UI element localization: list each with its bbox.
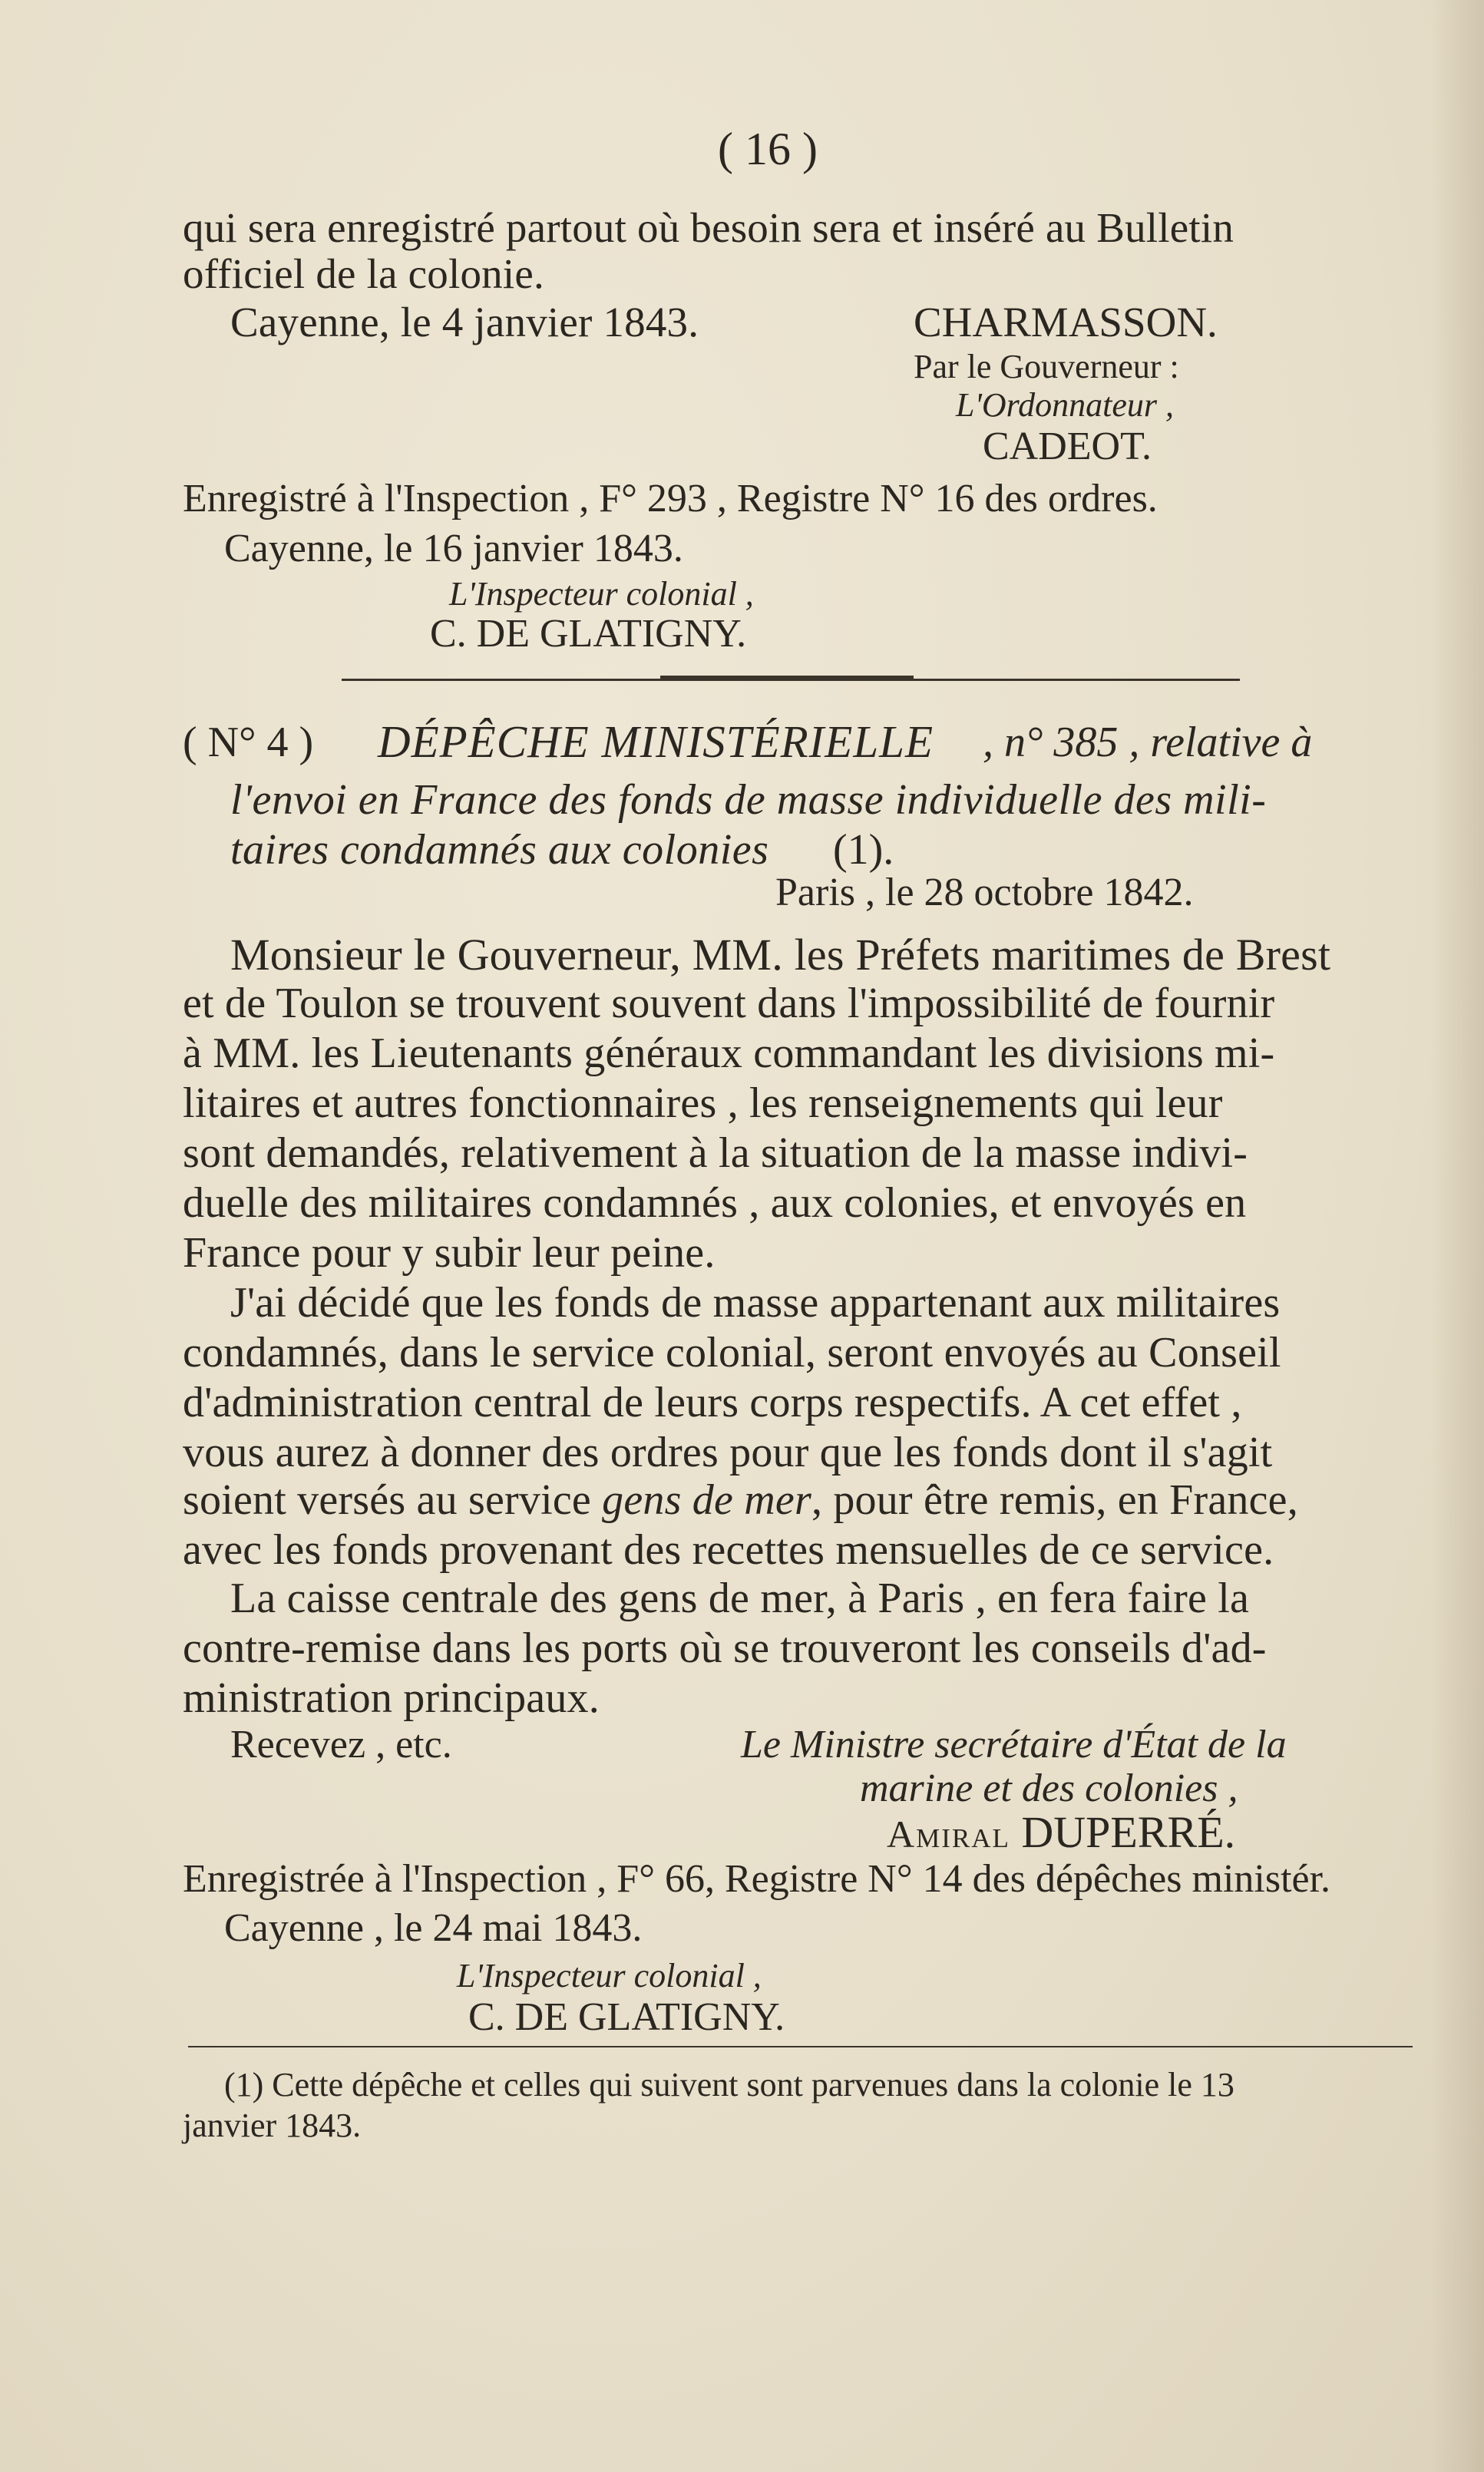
decree-text-line-2: officiel de la colonie. — [183, 250, 544, 297]
paragraph-1-line-6: duelle des militaires condamnés , aux colonies, et envoyés en — [183, 1179, 1247, 1227]
paragraph-1-line-4: litaires et autres fonctionnaires , les renseignements qui leur — [183, 1079, 1223, 1127]
footnote-divider — [188, 2046, 1413, 2047]
dispatch-inspector-name: C. DE GLATIGNY. — [468, 1995, 785, 2039]
paragraph-1-line-7: France pour y subir leur peine. — [183, 1229, 716, 1277]
paragraph-2-line-3: d'administration central de leurs corps respectifs. A cet effet , — [183, 1379, 1242, 1426]
dispatch-registration-date: Cayenne , le 24 mai 1843. — [224, 1906, 643, 1950]
footnote-line-2: janvier 1843. — [183, 2107, 362, 2144]
paragraph-2-line-2: condamnés, dans le service colonial, seront envoyés au Conseil — [183, 1329, 1281, 1376]
decree-date: Cayenne, le 4 janvier 1843. — [230, 299, 699, 345]
paragraph-2-line-5-end: , pour être remis, en France, — [811, 1476, 1298, 1524]
dispatch-registration: Enregistrée à l'Inspection , F° 66, Registre N° 14 des dépêches ministér. — [183, 1857, 1331, 1901]
minister-signature — [887, 1806, 1235, 1858]
footnote-line-1: (1) Cette dépêche et celles qui suivent sont parvenues dans la colonie le 13 — [224, 2066, 1234, 2104]
gens-de-mer-term: gens de mer — [602, 1476, 811, 1524]
paragraph-2-line-4: vous aurez à donner des ordres pour que les fonds dont il s'agit — [183, 1429, 1273, 1476]
page-edge-shadow — [1430, 0, 1484, 2472]
dispatch-subject-line-1: l'envoi en France des fonds de masse individuelle des mili- — [230, 776, 1267, 824]
paragraph-1-line-3: à MM. les Lieutenants généraux commandant les divisions mi- — [183, 1029, 1275, 1077]
minister-title-line-2: marine et des colonies , — [860, 1766, 1238, 1810]
section-divider-ornament — [660, 676, 914, 680]
dispatch-reference: , n° 385 , relative à — [983, 719, 1313, 766]
minister-name: DUPERRÉ. — [1021, 1807, 1236, 1857]
decree-by-line: Par le Gouverneur : — [914, 348, 1179, 385]
paragraph-2-line-5 — [183, 1476, 1298, 1525]
paragraph-1-line-1: Monsieur le Gouverneur, MM. les Préfets maritimes de Brest — [230, 930, 1331, 980]
paragraph-3-line-1: La caisse centrale des gens de mer, à Paris , en fera faire la — [230, 1575, 1250, 1622]
dispatch-subject-line-2: taires condamnés aux colonies — [230, 826, 769, 874]
decree-inspector-title: L'Inspecteur colonial , — [449, 575, 754, 613]
decree-registration-date: Cayenne, le 16 janvier 1843. — [224, 527, 683, 570]
paragraph-2-line-6: avec les fonds provenant des recettes mensuelles de ce service. — [183, 1526, 1274, 1574]
ordonnateur-title: L'Ordonnateur , — [956, 386, 1175, 424]
ordonnateur-name: CADEOT. — [983, 425, 1152, 468]
decree-signatory: CHARMASSON. — [914, 299, 1218, 345]
dispatch-inspector-title: L'Inspecteur colonial , — [457, 1957, 762, 1994]
footnote-reference: (1). — [833, 826, 894, 874]
minister-rank: Amiral — [887, 1813, 1010, 1856]
decree-registration: Enregistré à l'Inspection , F° 293 , Registre N° 16 des ordres. — [183, 477, 1158, 521]
decree-text-line-1: qui sera enregistré partout où besoin sera et inséré au Bulletin — [183, 204, 1234, 251]
dispatch-heading: DÉPÊCHE MINISTÉRIELLE — [378, 716, 934, 767]
page-number: ( 16 ) — [718, 124, 818, 174]
paragraph-3-line-2: contre-remise dans les ports où se trouveront les conseils d'ad- — [183, 1624, 1267, 1672]
paragraph-3-line-3: ministration principaux. — [183, 1674, 600, 1722]
paragraph-1-line-5: sont demandés, relativement à la situation de la masse indivi- — [183, 1129, 1248, 1177]
decree-inspector-name: C. DE GLATIGNY. — [430, 612, 747, 656]
dispatch-place-date: Paris , le 28 octobre 1842. — [775, 871, 1194, 914]
paragraph-2-line-1: J'ai décidé que les fonds de masse appartenant aux militaires — [230, 1279, 1281, 1327]
dispatch-number: ( N° 4 ) — [183, 719, 314, 766]
paragraph-2-line-5-start: soient versés au service — [183, 1476, 591, 1524]
paragraph-1-line-2: et de Toulon se trouvent souvent dans l'impossibilité de fournir — [183, 980, 1275, 1027]
minister-title-line-1: Le Ministre secrétaire d'État de la — [741, 1723, 1287, 1766]
closing-formula: Recevez , etc. — [230, 1723, 452, 1766]
